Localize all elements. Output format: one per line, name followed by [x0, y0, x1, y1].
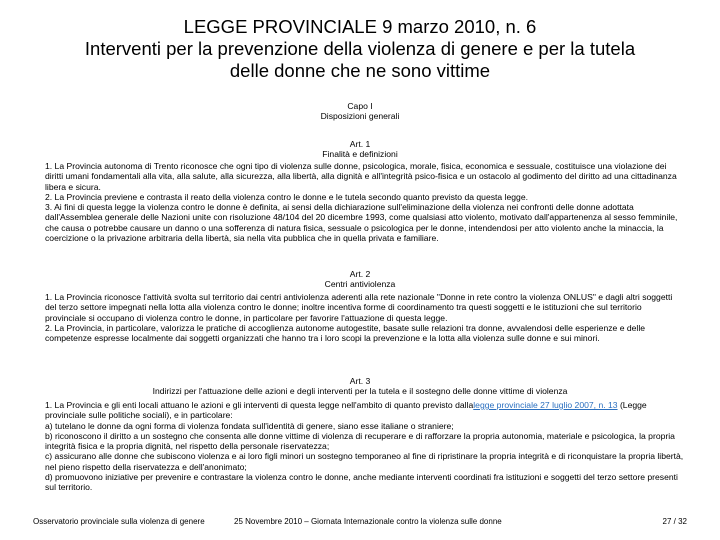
- title-line-1: LEGGE PROVINCIALE 9 marzo 2010, n. 6: [183, 16, 537, 37]
- art3-item-a: a) tutelano le donne da ogni forma di violenza fondata sull'identità di genere, siano esse italiane o straniere;: [45, 420, 454, 431]
- art1-label: Art. 1: [349, 139, 371, 149]
- art1-subtitle: Finalità e definizioni: [322, 149, 398, 160]
- document-title: [0, 16, 720, 82]
- capo-label: Capo I: [347, 101, 373, 111]
- art1-paragraph-3: 3. Ai fini di questa legge la violenza contro le donne è definita, ai sensi della dichiarazione sull'eliminazione della violenza nei confronti delle donne adottata dall'Assemblea generale delle Nazioni unite con risoluzione 48/104 del 20 dicembre 1993, come qualsiasi atto violento, motivato dall'appartenenza al sesso femminile, che causa o potrebbe causare un danno o una sofferenza di natura fisica, sessuale o psicologica per le donne, intendendosi per atto violento anche la minaccia, la coercizione o la privazione arbitraria della libertà, sia nella vita pubblica che in quella privata e familiare.: [45, 202, 678, 244]
- art3-item-c: c) assicurano alle donne che subiscono violenza e ai loro figli minori un sostegno temporaneo al fine di ripristinare la propria integrità e di riconquistare la propria libertà, nel pieno rispetto della riservatezza e dell'anonimato;: [45, 451, 684, 472]
- art1-heading: [0, 139, 720, 160]
- art3-label: Art. 3: [349, 376, 371, 386]
- footer-left: Osservatorio provinciale sulla violenza di genere: [33, 517, 205, 526]
- art2-label: Art. 2: [349, 269, 371, 279]
- art3-subtitle: Indirizzi per l'attuazione delle azioni e degli interventi per la tutela e il sostegno delle donne vittime di violenza: [152, 386, 568, 397]
- art2-subtitle: Centri antiviolenza: [324, 279, 396, 290]
- law-reference-link[interactable]: legge provinciale 27 luglio 2007, n. 13: [473, 400, 618, 410]
- capo-heading: [0, 101, 720, 122]
- capo-subtitle: Disposizioni generali: [320, 111, 400, 122]
- title-line-3: delle donne che ne sono vittime: [229, 60, 491, 81]
- art3-paragraph-1: [45, 400, 685, 421]
- art3-p1-suffix: (Legge provinciale sulle politiche sociali), e in particolare:: [45, 400, 647, 421]
- art2-body: [45, 292, 685, 343]
- art1-paragraph-2: 2. La Provincia previene e contrasta il reato della violenza contro le donne e le tutela secondo quanto previsto da questa legge.: [45, 191, 528, 202]
- art3-heading: [0, 376, 720, 397]
- art2-heading: [0, 269, 720, 290]
- title-line-2: Interventi per la prevenzione della violenza di genere e per la tutela: [84, 38, 636, 59]
- art2-paragraph-1: 1. La Provincia riconosce l'attività svolta sul territorio dai centri antiviolenza aderenti alla rete nazionale "Donne in rete contro la violenza ONLUS" e dagli altri soggetti del terzo settore impegnati nella lotta alla violenza contro le donne; inoltre incentiva forme di coordinamento tra questi soggetti e le istituzioni che sul territorio provinciale si occupano di violenza contro le donne, in particolare per favorire l'attuazione di questa legge.: [45, 292, 673, 323]
- art1-body: [45, 161, 685, 243]
- art3-item-d: d) promuovono iniziative per prevenire e contrastare la violenza contro le donne, anche mediante interventi coordinati fra istituzioni e soggetti del terzo settore presenti sul territorio.: [45, 472, 678, 493]
- page-number: 27 / 32: [662, 517, 687, 526]
- art3-p1-text: 1. La Provincia e gli enti locali attuano le azioni e gli interventi di questa legge nell'ambito di quanto previsto dalla: [45, 400, 474, 410]
- art1-paragraph-1: 1. La Provincia autonoma di Trento riconosce che ogni tipo di violenza sulle donne, psicologica, morale, fisica, economica e sessuale, costituisce una violazione dei diritti umani fondamentali alla vita, alla salute, alla sicurezza, alla libertà, alla dignità e all'integrità psico-fisica e un ostacolo al godimento del diritto ad una cittadinanza libera e sicura.: [45, 161, 677, 192]
- art2-paragraph-2: 2. La Provincia, in particolare, valorizza le pratiche di accoglienza autonome autogestite, basate sulle relazioni tra donne, avvalendosi delle esperienze e delle competenze espresse localmente dai soggetti organizzati che hanno tra i loro scopi la prevenzione e la lotta alla violenza sulle donne e sui minori.: [45, 322, 646, 344]
- art3-item-b: b) riconoscono il diritto a un sostegno che consenta alle donne vittime di violenza di recuperare e di rafforzare la propria autonomia, materiale e psicologica, la propria integrità fisica e la propria dignità, nel rispetto della personale riservatezza;: [45, 430, 675, 452]
- footer-center: 25 Novembre 2010 – Giornata Internazionale contro la violenza sulle donne: [234, 517, 502, 526]
- art3-body: [45, 400, 685, 493]
